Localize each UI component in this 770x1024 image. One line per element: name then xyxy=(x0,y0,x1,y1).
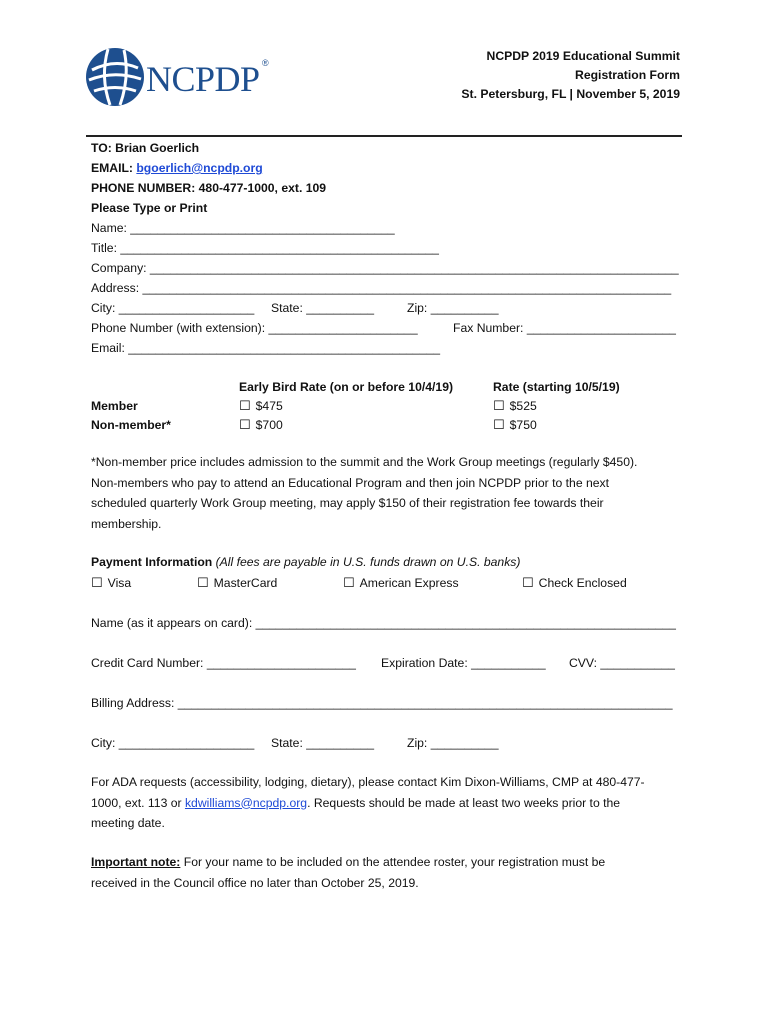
expiration-date-field[interactable]: Expiration Date: ___________ xyxy=(381,656,546,670)
mastercard-option[interactable] xyxy=(197,573,277,593)
email-field[interactable]: Email: ______________________________________________ xyxy=(91,341,441,355)
note-line: scheduled quarterly Work Group meeting, may apply $150 of their registration fee towards their xyxy=(91,496,604,510)
important-note-paragraph xyxy=(91,852,681,893)
payment-label: Payment Information xyxy=(91,555,213,569)
visa-label: Visa xyxy=(107,576,132,590)
checkbox-icon[interactable]: ☐ xyxy=(493,417,505,432)
credit-card-number-field[interactable]: Credit Card Number: ______________________ xyxy=(91,656,356,670)
name-field[interactable]: Name: _______________________________________ xyxy=(91,221,395,235)
checkbox-icon[interactable]: ☐ xyxy=(197,575,209,590)
early-bird-rate-header: Early Bird Rate (on or before 10/4/19) xyxy=(239,380,454,394)
early-member-option[interactable] xyxy=(239,396,283,416)
cvv-field[interactable]: CVV: ___________ xyxy=(569,656,675,670)
important-label: Important note: xyxy=(91,855,181,869)
type-or-print-instruction: Please Type or Print xyxy=(91,201,208,215)
ncpdp-logo xyxy=(84,46,284,108)
important-line xyxy=(91,852,681,873)
ada-line: meeting date. xyxy=(91,816,165,830)
ada-line: For ADA requests (accessibility, lodging, dietary), please contact Kim Dixon-Williams, CMP at 480-477- xyxy=(91,775,645,789)
recipient-line: TO: Brian Goerlich xyxy=(91,141,200,155)
amex-label: American Express xyxy=(359,576,459,590)
billing-state-field[interactable]: State: __________ xyxy=(271,736,375,750)
header-location-date: St. Petersburg, FL | November 5, 2019 xyxy=(461,87,680,101)
checkbox-icon[interactable]: ☐ xyxy=(239,417,251,432)
regular-nonmember-price: $750 xyxy=(509,418,537,432)
visa-option[interactable] xyxy=(91,573,131,593)
check-enclosed-label: Check Enclosed xyxy=(538,576,627,590)
fax-field[interactable]: Fax Number: ______________________ xyxy=(453,321,676,335)
document-header xyxy=(461,47,680,104)
contact-email-link[interactable]: bgoerlich@ncpdp.org xyxy=(136,161,263,175)
city-field[interactable]: City: ____________________ xyxy=(91,301,255,315)
cardholder-name-field[interactable]: Name (as it appears on card): ______________________________________________________________ xyxy=(91,616,676,630)
state-field[interactable]: State: __________ xyxy=(271,301,375,315)
title-field[interactable]: Title: _______________________________________________ xyxy=(91,241,439,255)
note-line: membership. xyxy=(91,516,162,531)
regular-rate-header: Rate (starting 10/5/19) xyxy=(493,380,620,394)
payment-info-heading xyxy=(91,552,520,572)
payment-note: (All fees are payable in U.S. funds drawn on U.S. banks) xyxy=(212,555,521,569)
phone-line: PHONE NUMBER: 480-477-1000, ext. 109 xyxy=(91,181,327,195)
nonmember-note xyxy=(91,452,681,534)
checkbox-icon[interactable]: ☐ xyxy=(91,575,103,590)
early-nonmember-option[interactable] xyxy=(239,415,283,435)
checkbox-icon[interactable]: ☐ xyxy=(239,398,251,413)
ada-requests-paragraph xyxy=(91,772,681,834)
nonmember-label: Non-member* xyxy=(91,418,171,432)
logo-registered-mark: ® xyxy=(262,58,269,68)
ada-text: 1000, ext. 113 or xyxy=(91,795,185,810)
ada-email-link[interactable]: kdwilliams@ncpdp.org xyxy=(184,795,308,810)
early-nonmember-price: $700 xyxy=(255,418,283,432)
early-member-price: $475 xyxy=(255,399,283,413)
amex-option[interactable] xyxy=(343,573,459,593)
checkbox-icon[interactable]: ☐ xyxy=(522,575,534,590)
important-text: For your name to be included on the attendee roster, your registration must be xyxy=(180,855,606,869)
header-subtitle: Registration Form xyxy=(575,68,680,82)
email-label: EMAIL: xyxy=(91,161,137,175)
header-title: NCPDP 2019 Educational Summit xyxy=(486,49,680,63)
address-field[interactable]: Address: ______________________________________________________________________________ xyxy=(91,281,672,295)
email-line xyxy=(91,158,263,178)
regular-nonmember-option[interactable] xyxy=(493,415,537,435)
billing-address-field[interactable]: Billing Address: _________________________________________________________________________ xyxy=(91,696,673,710)
mastercard-label: MasterCard xyxy=(213,576,278,590)
billing-city-field[interactable]: City: ____________________ xyxy=(91,736,255,750)
checkbox-icon[interactable]: ☐ xyxy=(343,575,355,590)
billing-zip-field[interactable]: Zip: __________ xyxy=(407,736,499,750)
ada-line xyxy=(91,793,681,814)
note-line: Non-members who pay to attend an Educational Program and then join NCPDP prior to the next xyxy=(91,475,610,490)
phone-extension-field[interactable]: Phone Number (with extension): ______________________ xyxy=(91,321,418,335)
note-line: *Non-member price includes admission to the summit and the Work Group meetings (regularly $450). xyxy=(91,455,638,469)
regular-member-option[interactable] xyxy=(493,396,537,416)
header-divider xyxy=(86,135,682,137)
member-label: Member xyxy=(91,399,138,413)
logo-text: NCPDP xyxy=(146,59,260,99)
regular-member-price: $525 xyxy=(509,399,537,413)
company-field[interactable]: Company: ______________________________________________________________________________ xyxy=(91,261,679,275)
check-enclosed-option[interactable] xyxy=(522,573,627,593)
checkbox-icon[interactable]: ☐ xyxy=(493,398,505,413)
zip-field[interactable]: Zip: __________ xyxy=(407,301,499,315)
ada-text: . Requests should be made at least two weeks prior to the xyxy=(307,795,621,810)
important-line: received in the Council office no later than October 25, 2019. xyxy=(91,875,419,890)
